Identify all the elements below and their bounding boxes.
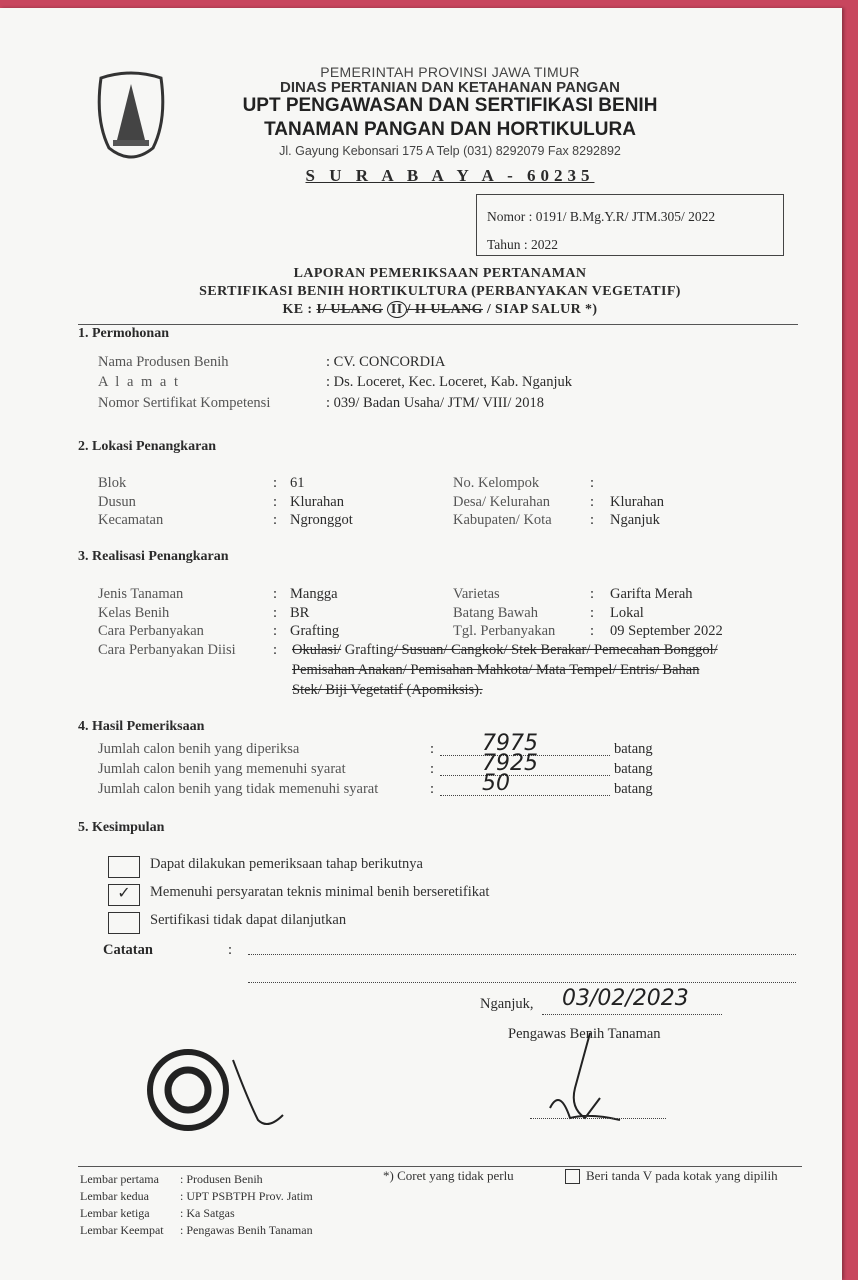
s4-unit: batang [614,761,653,777]
colon: : [590,493,595,510]
s4-value-handwritten: 7925 [482,751,538,776]
s2-label: Kabupaten/ Kota [453,512,552,528]
s1-value-0: : CV. CONCORDIA [326,354,446,370]
inspector-signature [530,1028,650,1128]
reference-year: Tahun : 2022 [487,237,559,252]
colon: : [430,761,435,777]
s1-label-2: Nomor Sertifikat Kompetensi [98,395,271,411]
company-stamp [138,1030,288,1140]
section-5-heading: 5. Kesimpulan [78,820,165,835]
copy-label: Lembar kedua [80,1189,149,1203]
footer-note: *) Coret yang tidak perlu [383,1168,514,1183]
section-2-heading: 2. Lokasi Penangkaran [78,439,217,454]
conclusion-option-label: Memenuhi persyaratan teknis minimal benih berseretifikat [150,884,490,900]
s3-value: Garifta Merah [610,586,693,602]
conclusion-option-label: Dapat dilakukan pemeriksaan tahap berikutnya [150,856,423,872]
catatan-line-2 [248,982,796,983]
kept-text: Grafting [341,642,394,658]
s3-label: Varietas [453,586,500,602]
section-1-heading: 1. Permohonan [78,326,169,341]
colon: : [273,493,278,510]
checkbox-legend-icon [565,1169,580,1184]
colon: : [430,781,435,797]
conclusion-checkbox[interactable]: ✓ [108,884,140,906]
struck-text: Okulasi/ [292,642,342,658]
document-page: PEMERINTAH PROVINSI JAWA TIMUR DINAS PERTANIAN DAN KETAHANAN PANGAN UPT PENGAWASAN DAN SERTIFIKASI BENIH TANAMAN PANGAN DAN HORTIKULURA Jl. Gayung Kebonsari 175 A Telp (031) 8292079 Fax 8292892 S U R A B A Y A - 60235 Nomor : 0191/ B.Mg.Y.R/ JTM.305/ 2022 Tahun : 2022 LAPORAN PEMERIKSAAN PERTANAMAN SERTIFIKASI BENIH HORTIKULTURA (PERBANYAKAN VEGETATIF) KE : I/ ULANG II / II ULANG / SIAP SALUR *) 1. Permohonan Nama Produsen Benih : CV. CONCORDIA A l a m a t : Ds. Loceret, Kec. Loceret, Kab. Nganjuk Nomor Sertifikat Kompetensi : 039/ Badan Usaha/ JTM/ VIII/ 2018 2. Lokasi Penangkaran 3. Realisasi Penangkaran Cara Perbanyakan Diisi : Okulasi/ Grafting/ Susuan/ Cangkok/ Stek Berakar/ Pemecahan Bonggol/ Pemisahan Anakan/ Pemisahan Mahkota/ Mata Tempel/ Entris/ Bahan Stek/ Biji Vegetatif (Apomiksis). 4. Hasil Pemeriksaan 5. Kesimpulan Catatan : Nganjuk, 03/02/2023 Pengawas Benih Tanaman *) Coret yang tidak perlu Beri tanda V pada kotak yang dipilih Blok : 61 No. Kelompok : Dusun : Klurahan Desa/ Kelurahan : Klurahan Kecamatan : Ngronggot Kabupaten/ Kota : Nganjuk Jenis Tanaman : Mangga Varietas : Garifta Merah Kelas Benih : BR Batang Bawah : Lokal Cara Perbanyakan : Grafting Tgl. Perbanyakan : 09 September 2022 Jumlah calon benih yang diperiksa : 7975 batang Jumlah calon benih yang memenuhi syarat : 7925 batang Jumlah calon benih yang tidak memenuhi syarat : 50 batang Dapat dilakukan pemeriksaan tahap berikutnya ✓ Memenuhi persyaratan teknis minimal benih berseretifikat Sertifikasi tidak dapat dilanjutkan Lembar pertama : Produsen Benih Lembar kedua : UPT PSBTPH Prov. Jatim Lembar ketiga : Ka Satgas Lembar Keempat : Pengawas Benih Tanaman [0,8,842,1280]
letterhead-line2: DINAS PERTANIAN DAN KETAHANAN PANGAN [280,79,620,96]
s1-label-0: Nama Produsen Benih [98,354,229,370]
colon: : [273,623,278,639]
title-prefix: KE : [282,302,317,317]
copy-value: : Pengawas Benih Tanaman [180,1223,313,1237]
sign-date: 03/02/2023 [562,986,689,1011]
sign-role: Pengawas Benih Tanaman [508,1026,661,1042]
letterhead-line3: UPT PENGAWASAN DAN SERTIFIKASI BENIH [242,95,658,116]
copy-value: : UPT PSBTPH Prov. Jatim [180,1189,313,1203]
s2-value: Nganjuk [610,512,660,528]
s3-value: Grafting [290,623,340,639]
letterhead-line1: PEMERINTAH PROVINSI JAWA TIMUR [320,64,580,80]
s4-label: Jumlah calon benih yang memenuhi syarat [98,761,346,777]
colon: : [430,741,435,757]
conclusion-option-label: Sertifikasi tidak dapat dilanjutkan [150,912,347,928]
colon: : [273,604,278,621]
copy-label: Lembar ketiga [80,1206,150,1220]
s3-label: Tgl. Perbanyakan [453,623,556,639]
s4-label: Jumlah calon benih yang diperiksa [98,741,300,757]
s3-diisi-line3: Stek/ Biji Vegetatif (Apomiksis). [292,682,483,698]
copy-label: Lembar Keempat [80,1223,164,1237]
title-struck-1: I/ ULANG [316,302,383,317]
s4-value-handwritten: 7975 [482,731,538,756]
s3-label: Batang Bawah [453,604,538,621]
s1-value-2: : 039/ Badan Usaha/ JTM/ VIII/ 2018 [326,395,545,411]
divider [78,324,798,325]
s3-label: Jenis Tanaman [98,586,184,602]
conclusion-checkbox[interactable] [108,856,140,878]
s3-diisi-line1 [292,642,718,659]
s4-unit: batang [614,781,653,797]
catatan-label: Catatan [103,942,153,958]
s2-value: 61 [290,475,305,491]
s4-unit: batang [614,741,653,757]
s4-label: Jumlah calon benih yang tidak memenuhi syarat [98,781,379,797]
colon: : [590,512,595,528]
s1-label-1: A l a m a t [98,374,181,390]
title-suffix: / SIAP SALUR *) [482,302,598,317]
section-3-heading: 3. Realisasi Penangkaran [78,549,229,564]
letterhead-address: Jl. Gayung Kebonsari 175 A Telp (031) 8292079 Fax 8292892 [279,144,621,158]
s3-value: 09 September 2022 [610,623,723,639]
colon: : [590,586,595,602]
letterhead-city: S U R A B A Y A - 60235 [305,166,595,185]
colon: : [273,512,278,528]
s3-label: Kelas Benih [98,604,170,621]
s2-label: Dusun [98,493,136,510]
copy-value: : Produsen Benih [180,1172,263,1186]
copy-value: : Ka Satgas [180,1206,235,1220]
dotted-line [440,795,610,796]
s2-value: Klurahan [290,493,344,510]
s2-label: Blok [98,475,127,491]
s2-value: Ngronggot [290,512,353,528]
s3-value: BR [290,604,310,621]
colon: : [590,623,595,639]
report-title-line3 [100,302,780,318]
title-struck-2: / II ULANG [406,302,483,317]
title-circled: II [387,301,407,318]
colon: : [590,604,595,621]
colon: : [273,475,278,491]
conclusion-checkbox[interactable] [108,912,140,934]
struck-text: / Susuan/ Cangkok/ Stek Berakar/ Pemecahan Bonggol/ [393,642,718,658]
footer-divider [78,1166,802,1167]
s2-value: Klurahan [610,493,664,510]
s3-diisi-label: Cara Perbanyakan Diisi [98,642,236,658]
reference-box [476,194,784,256]
s2-label: Kecamatan [98,512,164,528]
s2-label: No. Kelompok [453,475,540,491]
s3-diisi-line2: Pemisahan Anakan/ Pemisahan Mahkota/ Mata Tempel/ Entris/ Bahan [292,662,700,678]
report-title-line1: LAPORAN PEMERIKSAAN PERTANAMAN [293,266,587,281]
colon: : [273,586,278,602]
colon: : [590,475,595,491]
copy-label: Lembar pertama [80,1172,159,1186]
s2-label: Desa/ Kelurahan [453,493,551,510]
letterhead-line4: TANAMAN PANGAN DAN HORTIKULURA [264,119,636,140]
section-4-heading: 4. Hasil Pemeriksaan [78,719,205,734]
report-title-line2: SERTIFIKASI BENIH HORTIKULTURA (PERBANYAKAN VEGETATIF) [199,284,681,299]
s3-value: Mangga [290,586,338,602]
catatan-line-1 [248,954,796,955]
reference-number: Nomor : 0191/ B.Mg.Y.R/ JTM.305/ 2022 [487,209,716,224]
s4-value-handwritten: 50 [482,771,510,796]
s3-label: Cara Perbanyakan [98,623,204,639]
sign-place: Nganjuk, [480,996,534,1012]
s3-value: Lokal [610,604,644,621]
footer-checkbox-note: Beri tanda V pada kotak yang dipilih [586,1168,778,1183]
s1-value-1: : Ds. Loceret, Kec. Loceret, Kab. Nganjuk [326,374,572,390]
